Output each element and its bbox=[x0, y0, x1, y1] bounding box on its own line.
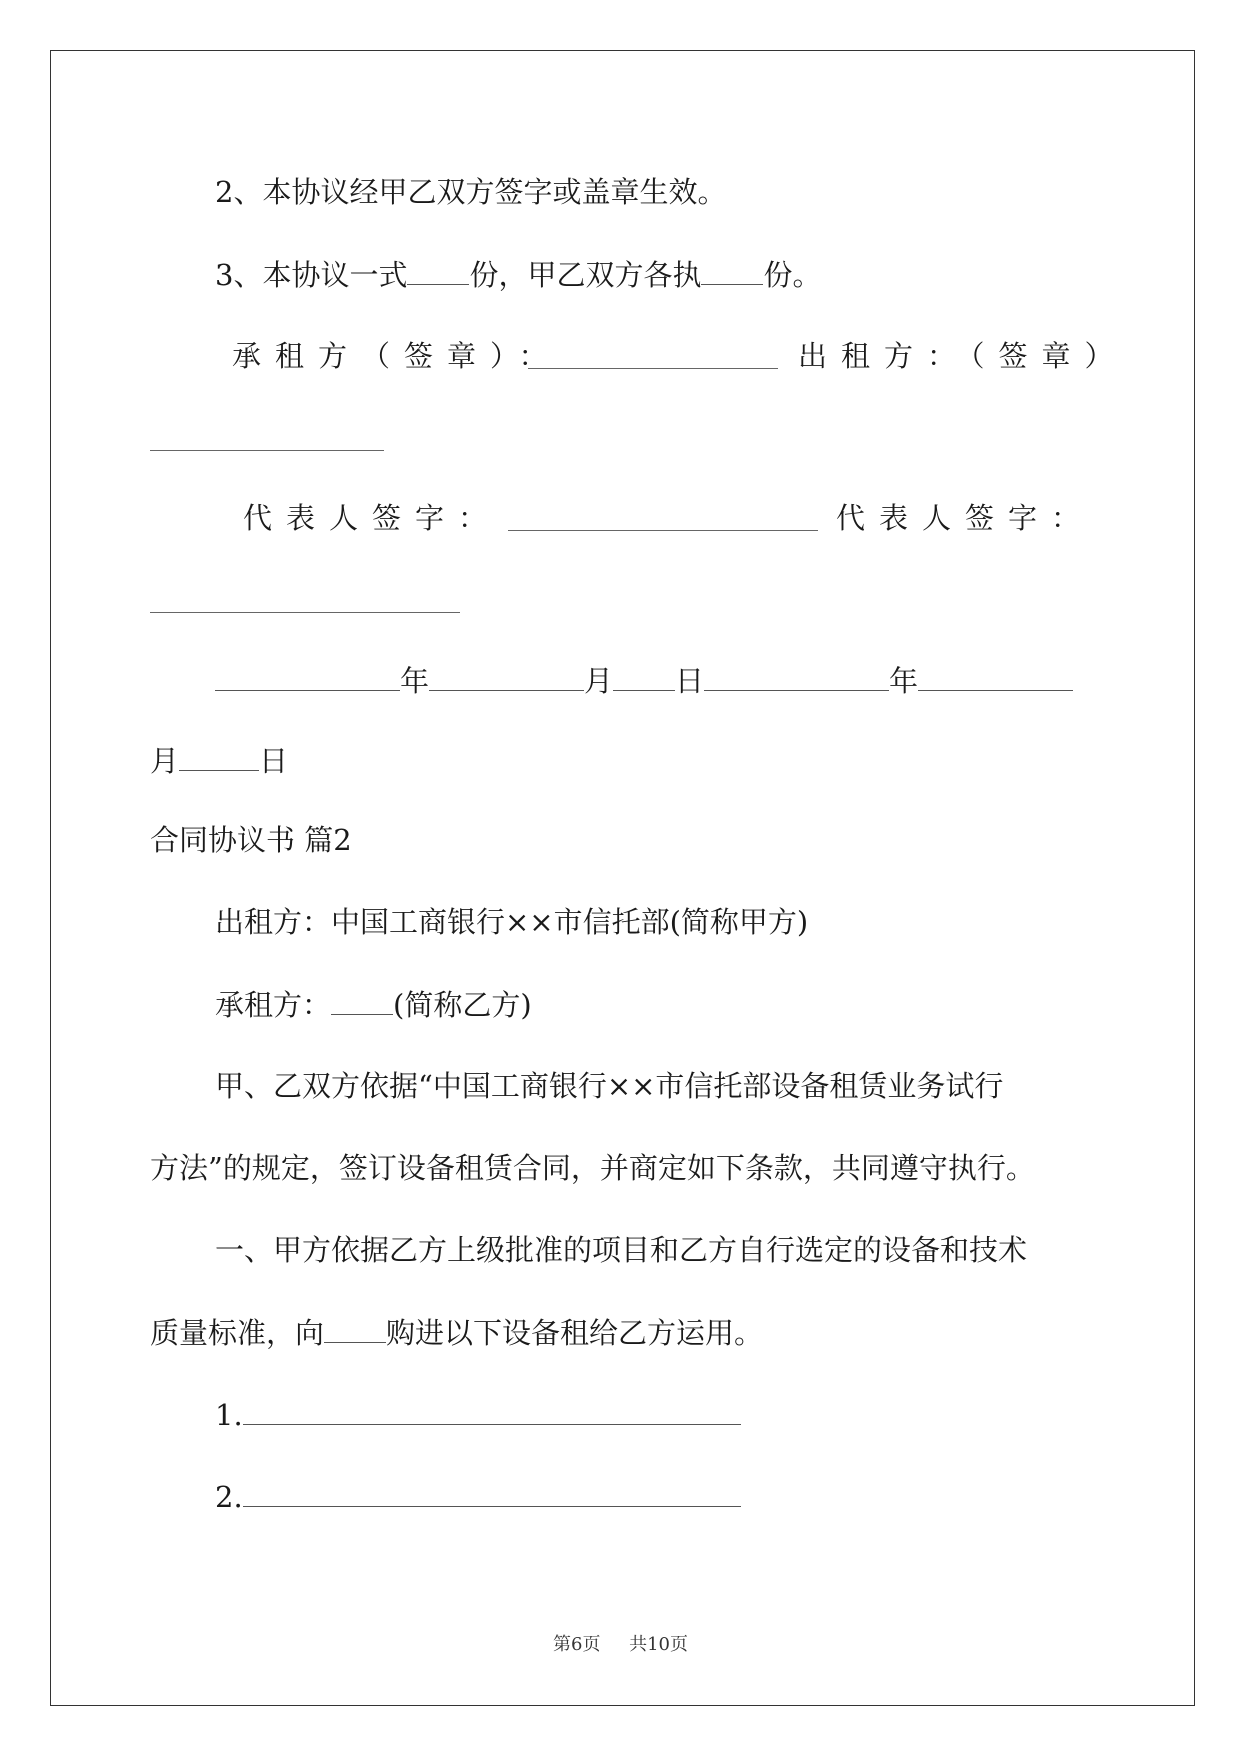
year-blank-2 bbox=[704, 660, 889, 691]
item-1-blank bbox=[243, 1394, 741, 1425]
lessee-signature-label: 承租方（签章）： bbox=[232, 339, 562, 373]
page-total: 共10页 bbox=[629, 1634, 688, 1655]
lessor-signature-line bbox=[150, 450, 384, 451]
paragraph-1-line-2: 方法”的规定，签订设备租赁合同，并商定如下条款，共同遵守执行。 bbox=[150, 1151, 1035, 1185]
day-blank-1 bbox=[613, 660, 675, 691]
representative-label-2: 代表人签字： bbox=[836, 501, 1095, 535]
page-border bbox=[50, 50, 1195, 1706]
date-line-2: 月 日 bbox=[150, 740, 288, 781]
paragraph-1-line-1: 甲、乙双方依据“中国工商银行××市信托部设备租赁业务试行 bbox=[215, 1069, 1004, 1103]
representative-label-1: 代表人签字： bbox=[243, 501, 502, 535]
representative-line-1 bbox=[508, 530, 818, 531]
page-footer bbox=[0, 1630, 1241, 1656]
paragraph-2-line-1: 一、甲方依据乙方上级批准的项目和乙方自行选定的设备和技术 bbox=[215, 1233, 1028, 1267]
year-blank-1 bbox=[215, 660, 400, 691]
lessee-signature-line bbox=[528, 368, 778, 369]
copies-blank bbox=[407, 254, 469, 285]
representative-line-2 bbox=[150, 612, 460, 613]
paragraph-2-line-2: 质量标准，向 购进以下设备租给乙方运用。 bbox=[150, 1312, 763, 1353]
item-2-blank bbox=[243, 1476, 741, 1507]
section-heading: 合同协议书 篇2 bbox=[150, 823, 352, 857]
lessor-signature-label: 出租方：（签章） bbox=[798, 339, 1128, 373]
each-copies-blank bbox=[701, 254, 763, 285]
day-blank-2 bbox=[179, 740, 259, 771]
month-blank-2 bbox=[918, 660, 1073, 691]
date-line-1: 年 月 日 年 bbox=[215, 660, 1073, 701]
lessor-line: 出租方：中国工商银行××市信托部(简称甲方) bbox=[215, 905, 809, 939]
item-2: 2. bbox=[215, 1476, 741, 1517]
clause-3: 3、本协议一式 份，甲乙双方各执 份。 bbox=[215, 254, 821, 295]
lessee-blank bbox=[331, 984, 393, 1015]
item-1: 1. bbox=[215, 1394, 741, 1435]
lessee-line: 承租方： (简称乙方) bbox=[215, 984, 532, 1025]
clause-2: 2、本协议经甲乙双方签字或盖章生效。 bbox=[215, 175, 727, 209]
page-number: 第6页 bbox=[553, 1634, 601, 1655]
month-blank-1 bbox=[429, 660, 584, 691]
supplier-blank bbox=[324, 1312, 386, 1343]
